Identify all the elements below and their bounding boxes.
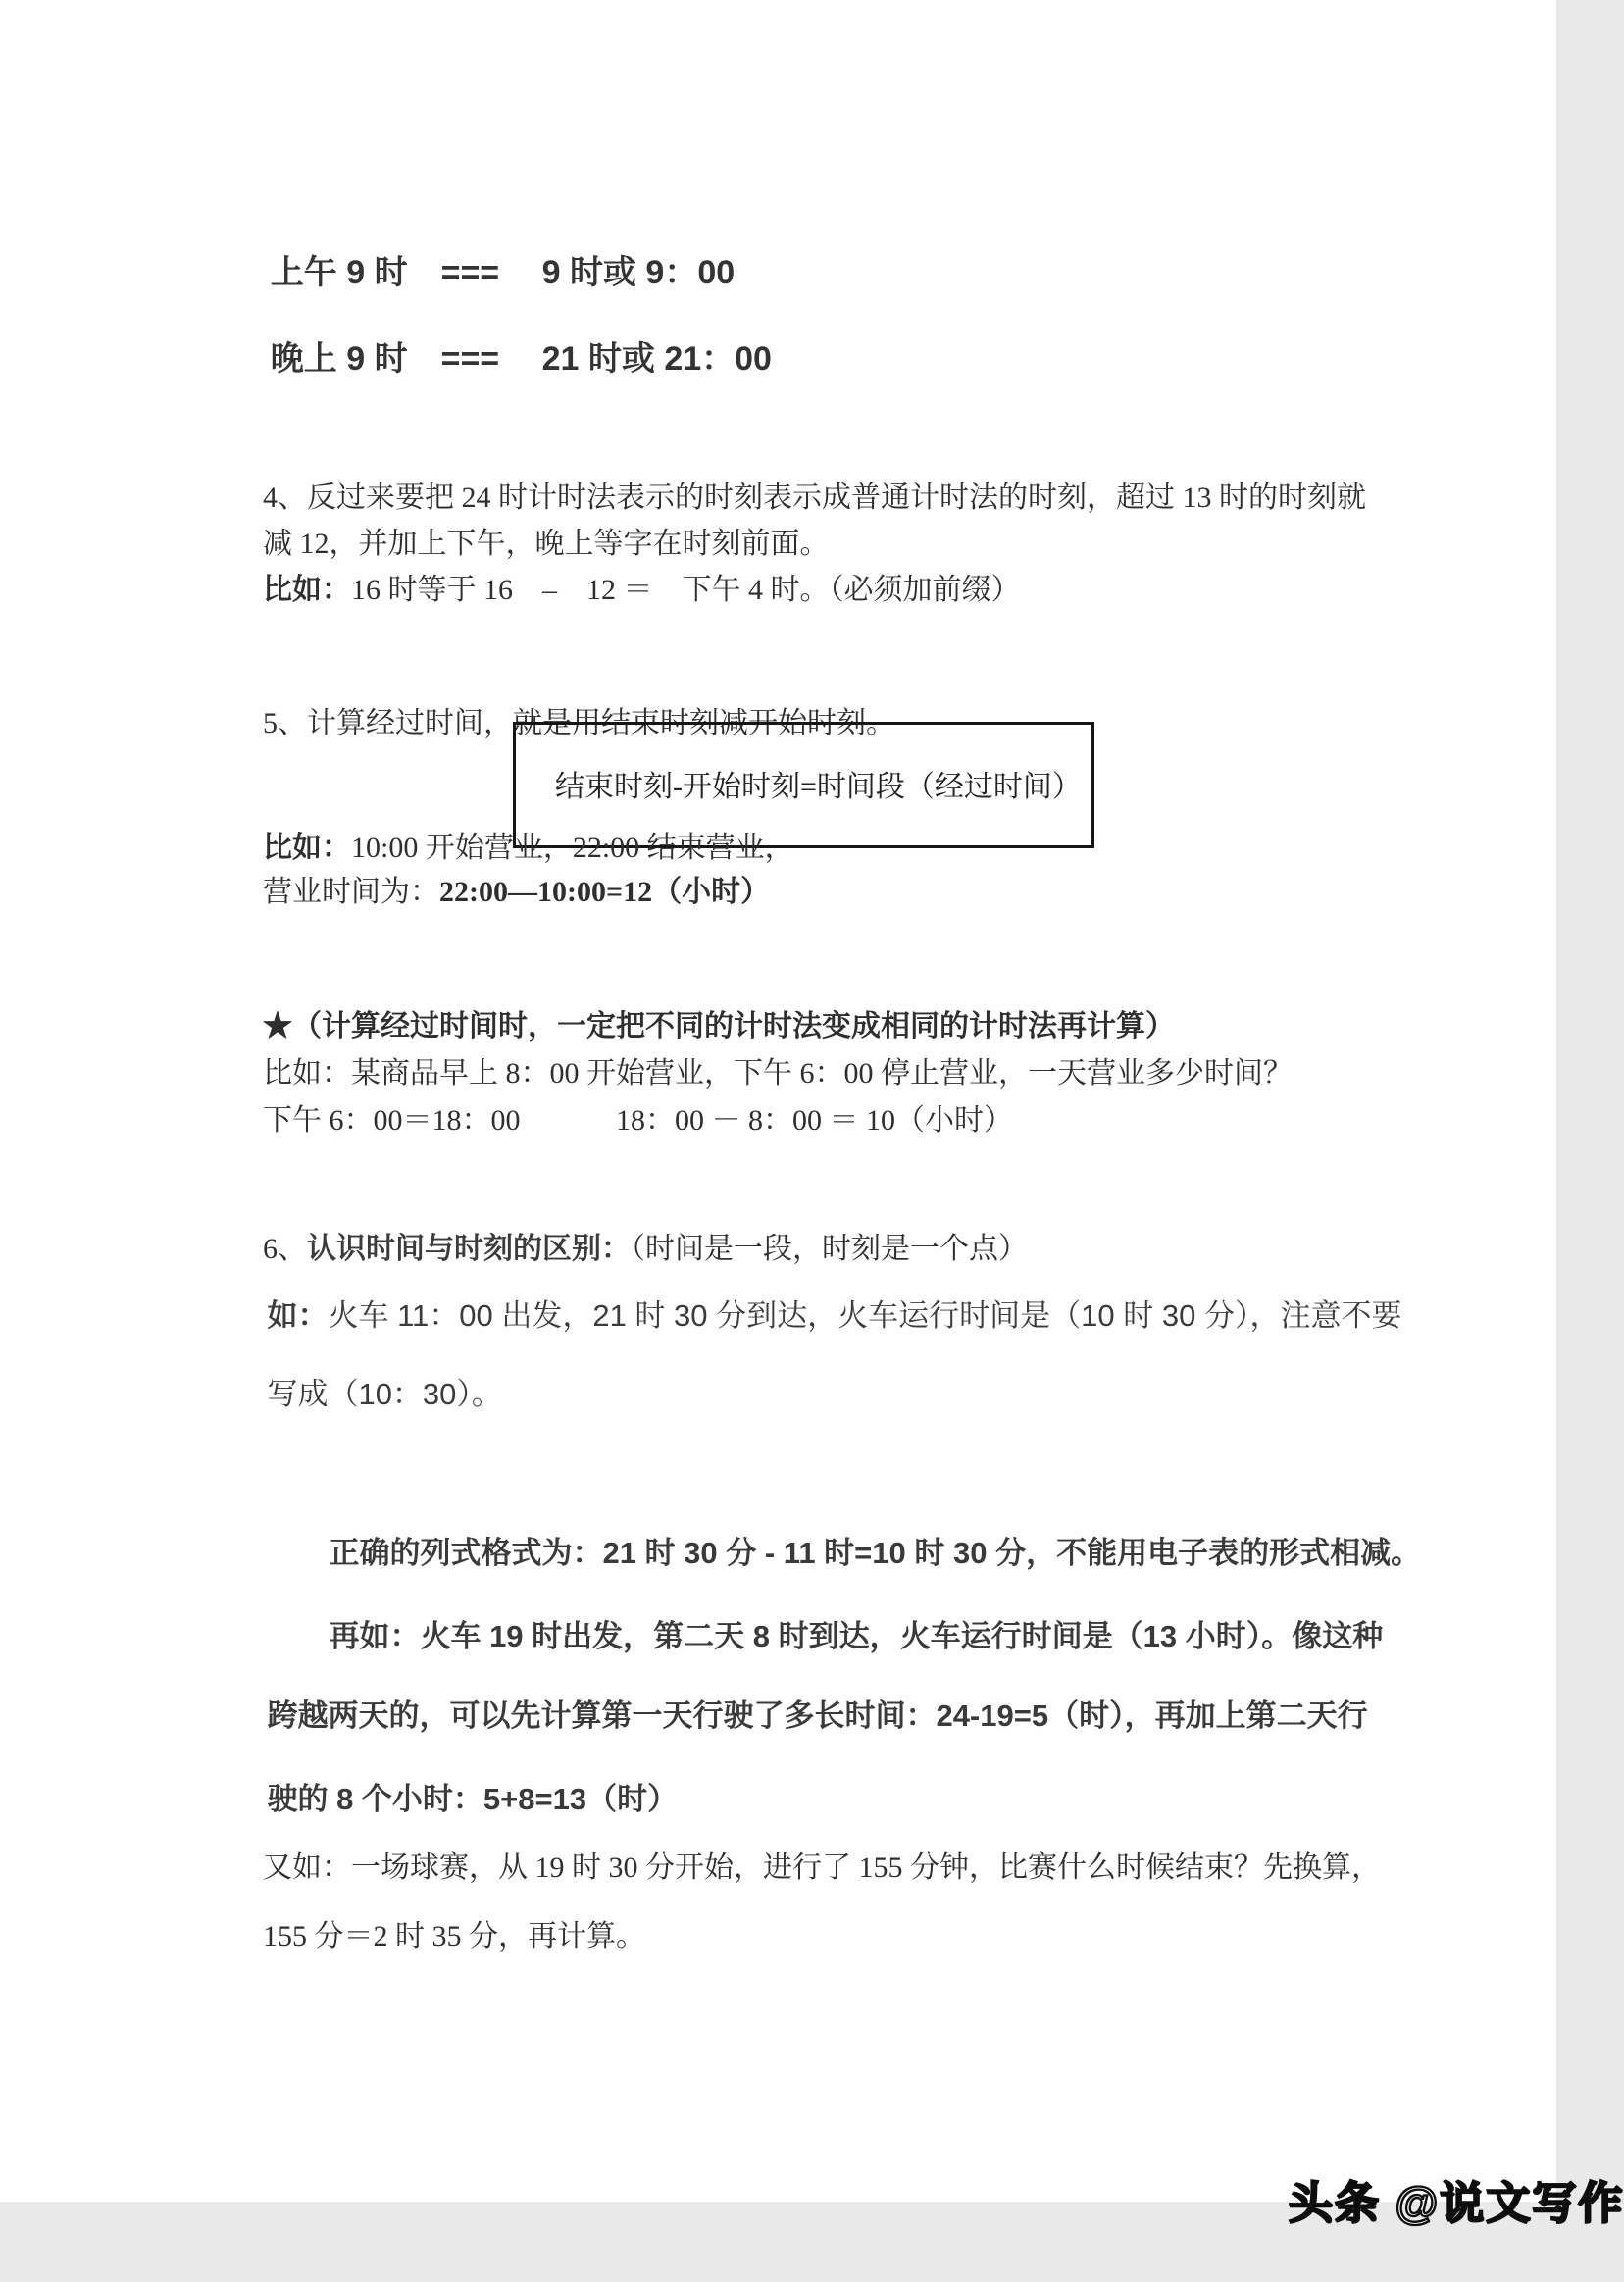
conversion-line-am-text: 上午 9 时 === 9 时或 9：00 <box>270 254 736 292</box>
bold-note-line1-text: 正确的列式格式为：21 时 30 分 - 11 时=10 时 30 分，不能用电子表的形式相减。 <box>329 1535 1422 1570</box>
section5-example-text: 10:00 开始营业，22:00 结束营业， <box>351 831 794 864</box>
conversion-line-pm-text: 晚上 9 时 === 21 时或 21：00 <box>270 340 772 379</box>
section4-example-text: 16 时等于 16 – 12 ＝ 下午 4 时。（必须加前缀） <box>351 573 1021 606</box>
formula-box-text: 结束时刻-开始时刻=时间段（经过时间） <box>555 771 1082 803</box>
section4-line1-text: 4、反过来要把 24 时计时法表示的时刻表示成普通计时法的时刻，超过 13 时的时刻就 <box>263 481 1366 514</box>
star-note-calculation-text: 下午 6：00＝18：00 18：00 － 8：00 ＝ 10（小时） <box>263 1103 1013 1137</box>
bold-note-line2-text: 再如：火车 19 时出发，第二天 8 时到达，火车运行时间是（13 小时）。像这种 <box>329 1618 1384 1653</box>
section6-number: 6、 <box>263 1232 307 1265</box>
section4-example <box>233 539 1021 641</box>
section6-example-line2-text: 写成（10：30）。 <box>267 1376 502 1411</box>
bold-note-line4-text: 驶的 8 个小时：5+8=13（时） <box>267 1781 679 1816</box>
star-note-calculation <box>233 1070 1013 1172</box>
section5-example2-value: 22:00—10:00=12（小时） <box>439 875 771 908</box>
more-example-line1-text: 又如：一场球赛，从 19 时 30 分开始，进行了 155 分钟，比赛什么时候结束？先换算， <box>263 1851 1381 1884</box>
section5-example2 <box>233 841 770 943</box>
section6-heading-bold: 认识时间与时刻的区别： <box>307 1232 631 1265</box>
section6-example-label: 如： <box>267 1297 329 1333</box>
more-example-line2-text: 155 分＝2 时 35 分，再计算。 <box>263 1919 645 1952</box>
section4-example-label: 比如： <box>263 573 351 606</box>
watermark <box>1232 2116 1624 2282</box>
section6-example-line1-text: 火车 11：00 出发，21 时 30 分到达，火车运行时间是（10 时 30 分），注意不要 <box>328 1297 1402 1333</box>
section6-heading-rest: （时间是一段，时刻是一个点） <box>631 1232 1028 1265</box>
section6-example-line2 <box>233 1342 502 1446</box>
star-note-example-label: 比如： <box>263 1056 351 1090</box>
more-example-line2 <box>233 1886 645 1988</box>
conversion-line-pm <box>233 302 772 417</box>
watermark-text: 头条 @说文写作 <box>1289 2178 1624 2228</box>
section5-heading-text: 5、计算经过时间，就是用结束时刻减开始时刻。 <box>263 706 895 739</box>
bold-note-line3-text: 跨越两天的，可以先计算第一天行驶了多长时间：24-19=5（时），再加上第二天行 <box>267 1698 1368 1733</box>
section5-example2-label: 营业时间为： <box>263 875 439 908</box>
section4-line2-text: 减 12，并加上下午，晚上等字在时刻前面。 <box>263 527 830 560</box>
section5-example-label: 比如： <box>263 831 351 864</box>
star-note-example-text: 某商品早上 8：00 开始营业，下午 6：00 停止营业，一天营业多少时间？ <box>351 1056 1293 1090</box>
star-note-heading-text: ★（计算经过时间时，一定把不同的计时法变成相同的计时法再计算） <box>263 1009 1175 1042</box>
